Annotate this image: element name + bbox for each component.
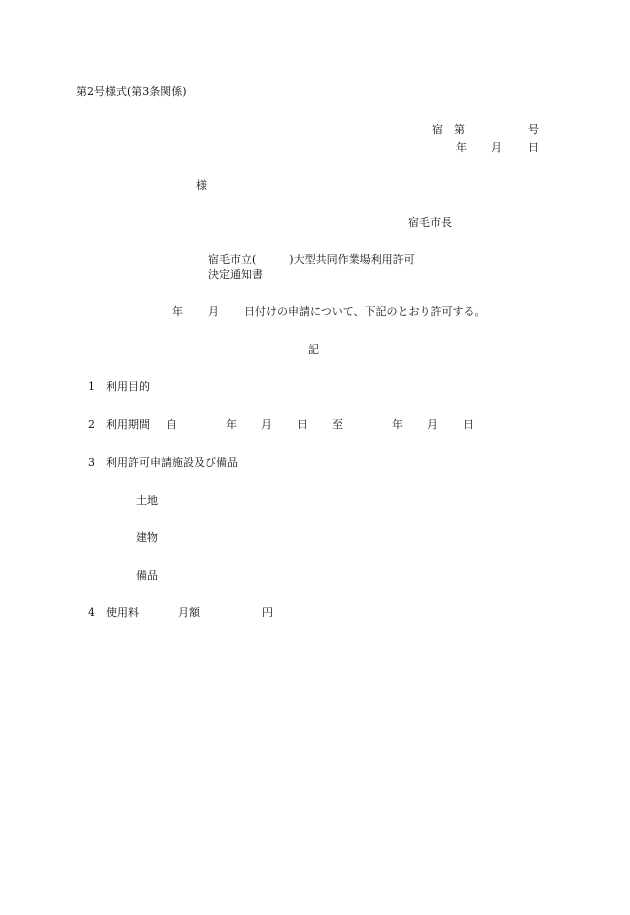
issuer: 宿毛市長 — [408, 216, 452, 229]
document-title-line2: 決定通知書 — [208, 268, 263, 281]
body-year-label: 年 — [172, 305, 183, 318]
ki-heading: 記 — [308, 343, 319, 356]
document-number-suffix: 号 — [528, 123, 539, 136]
document-title-line1: 宿毛市立( )大型共同作業場利用許可 — [208, 253, 415, 266]
period-from-month: 月 — [261, 418, 272, 431]
period-to-day: 日 — [463, 418, 474, 431]
fee-monthly-label: 月額 — [178, 606, 200, 619]
facility-land: 土地 — [136, 494, 158, 507]
document-number-label: 宿 第 — [432, 123, 465, 136]
period-from-year: 年 — [226, 418, 237, 431]
facility-equipment: 備品 — [136, 569, 158, 582]
period-from-day: 日 — [297, 418, 308, 431]
period-to-year: 年 — [392, 418, 403, 431]
period-from-label: 自 — [166, 418, 177, 431]
period-to-label: 至 — [332, 418, 343, 431]
period-to-month: 月 — [427, 418, 438, 431]
body-month-label: 月 — [208, 305, 219, 318]
date-year-label: 年 — [456, 141, 467, 154]
date-day-label: 日 — [528, 141, 539, 154]
item-fee-label: 4 使用料 — [88, 606, 139, 619]
body-text: 日付けの申請について、下記のとおり許可する。 — [244, 305, 486, 318]
item-purpose: 1 利用目的 — [88, 380, 150, 393]
fee-yen-unit: 円 — [262, 606, 273, 619]
item-facilities: 3 利用許可申請施設及び備品 — [88, 456, 238, 469]
facility-building: 建物 — [136, 531, 158, 544]
item-period-label: 2 利用期間 — [88, 418, 150, 431]
addressee-honorific: 様 — [196, 179, 207, 192]
date-month-label: 月 — [491, 141, 502, 154]
form-number: 第2号様式(第3条関係) — [76, 85, 187, 98]
